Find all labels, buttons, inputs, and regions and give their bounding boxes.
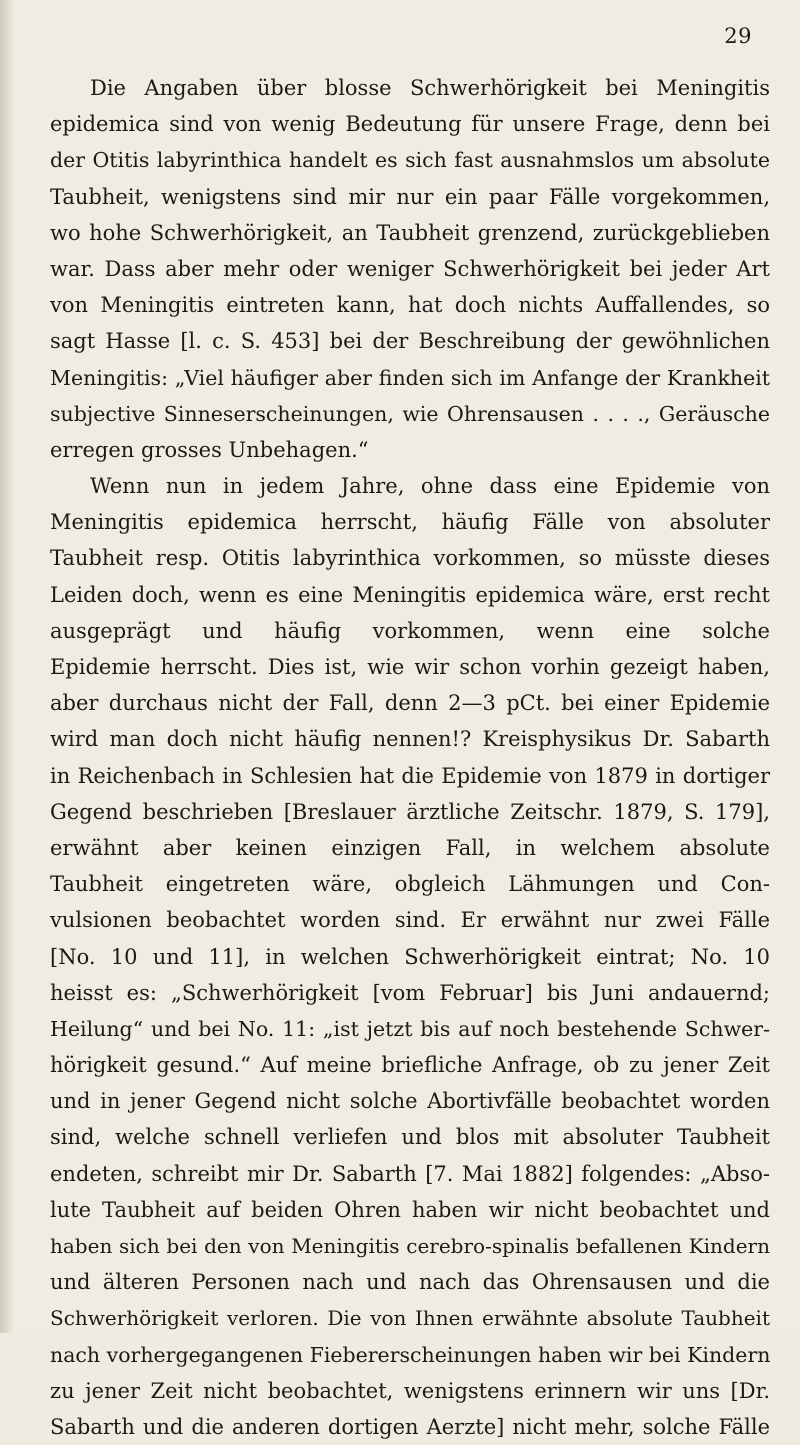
text-line: nach vorhergegangenen Fiebererscheinungen haben wir bei Kindern	[50, 1342, 771, 1367]
text-line: Taubheit resp. Otitis labyrinthica vorkommen, so müsste dieses	[50, 546, 770, 571]
text-line: [No. 10 und 11], in welchen Schwerhörigkeit eintrat; No. 10	[50, 944, 770, 969]
text-line: zu jener Zeit nicht beobachtet, wenigstens erinnern wir uns [Dr.	[50, 1378, 770, 1403]
text-line: heisst es: „Schwerhörigkeit [vom Februar] bis Juni andauernd;	[50, 980, 770, 1005]
text-line: in Reichenbach in Schlesien hat die Epidemie von 1879 in dortiger	[50, 763, 770, 788]
text-line: Sabarth und die anderen dortigen Aerzte] nicht mehr, solche Fälle	[50, 1414, 770, 1439]
text-line: Gegend beschrieben [Breslauer ärztliche Zeitschr. 1879, S. 179],	[50, 799, 770, 824]
text-line: Heilung“ und bei No. 11: „ist jetzt bis auf noch bestehende Schwer-	[50, 1016, 770, 1041]
text-line: subjective Sinneserscheinungen, wie Ohrensausen . . . ., Geräusche	[50, 401, 770, 426]
text-line: und älteren Personen nach und nach das Ohrensausen und die	[50, 1270, 770, 1295]
text-line: aber durchaus nicht der Fall, denn 2—3 pCt. bei einer Epidemie	[50, 691, 770, 716]
text-line: Schwerhörigkeit verloren. Die von Ihnen erwähnte absolute Taubheit	[50, 1306, 770, 1331]
text-line: wo hohe Schwerhörigkeit, an Taubheit grenzend, zurückgeblieben	[50, 220, 770, 245]
text-line: Epidemie herrscht. Dies ist, wie wir schon vorhin gezeigt haben,	[50, 655, 770, 679]
text-line: lute Taubheit auf beiden Ohren haben wir nicht beobachtet und	[50, 1197, 770, 1222]
text-line: Meningitis: „Viel häufiger aber finden sich im Anfange der Krankheit	[50, 365, 770, 390]
text-line: wird man doch nicht häufig nennen!? Kreisphysikus Dr. Sabarth	[50, 727, 770, 752]
text-line: erregen grosses Unbehagen.“	[50, 437, 369, 462]
text-line: sind, welche schnell verliefen und blos mit absoluter Taubheit	[50, 1125, 770, 1150]
text-line: war. Dass aber mehr oder weniger Schwerhörigkeit bei jeder Art	[50, 256, 770, 281]
body-text	[50, 70, 770, 1445]
page-number: 29	[724, 24, 752, 48]
text-line: endeten, schreibt mir Dr. Sabarth [7. Mai 1882] folgendes: „Abso-	[50, 1161, 770, 1186]
text-line: von Meningitis eintreten kann, hat doch nichts Auffallendes, so	[50, 293, 770, 318]
text-line: Taubheit eingetreten wäre, obgleich Lähmungen und Con-	[50, 872, 770, 897]
text-line: epidemica sind von wenig Bedeutung für unsere Frage, denn bei	[50, 112, 770, 137]
page-binding-shadow	[0, 0, 14, 1333]
text-line: erwähnt aber keinen einzigen Fall, in welchem absolute	[50, 835, 770, 860]
text-line: ausgeprägt und häufig vorkommen, wenn eine solche	[50, 618, 770, 643]
text-line: und in jener Gegend nicht solche Abortivfälle beobachtet worden	[50, 1089, 770, 1114]
text-line: Wenn nun in jedem Jahre, ohne dass eine Epidemie von	[90, 474, 770, 499]
text-line: hörigkeit gesund.“ Auf meine briefliche Anfrage, ob zu jener Zeit	[50, 1053, 770, 1078]
text-line: vulsionen beobachtet worden sind. Er erwähnt nur zwei Fälle	[50, 908, 770, 933]
text-line: Taubheit, wenigstens sind mir nur ein paar Fälle vorgekommen,	[50, 184, 770, 209]
text-line: sagt Hasse [l. c. S. 453] bei der Beschreibung der gewöhnlichen	[50, 329, 770, 354]
text-line: Die Angaben über blosse Schwerhörigkeit bei Meningitis	[90, 76, 770, 100]
text-line: Meningitis epidemica herrscht, häufig Fälle von absoluter	[50, 510, 770, 535]
text-line: Leiden doch, wenn es eine Meningitis epidemica wäre, erst recht	[50, 582, 770, 607]
text-line: haben sich bei den von Meningitis cerebro-spinalis befallenen Kindern	[50, 1234, 770, 1258]
text-line: der Otitis labyrinthica handelt es sich fast ausnahmslos um absolute	[50, 148, 770, 173]
